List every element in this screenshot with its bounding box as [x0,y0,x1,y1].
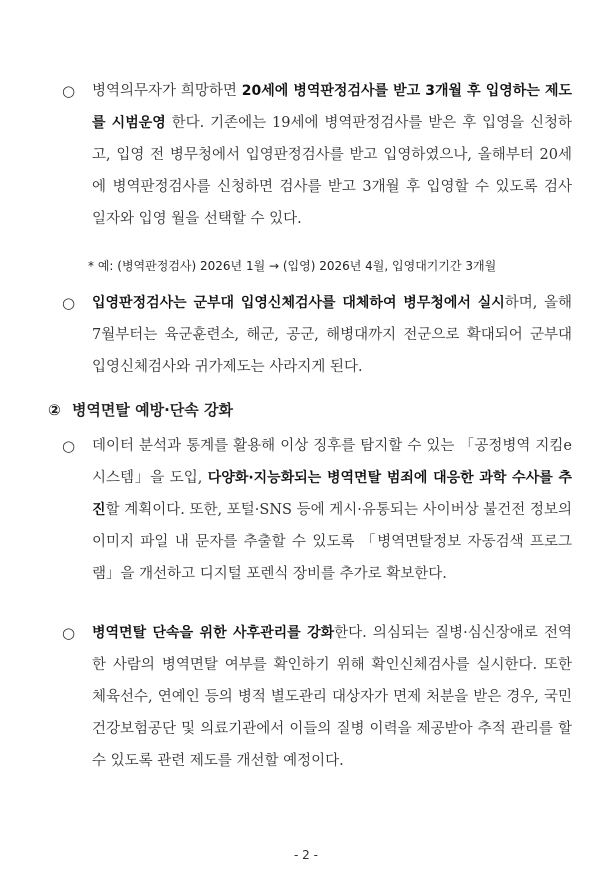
section-number: ② [48,401,61,419]
paragraph-text [92,75,572,235]
paragraph-trial-enlistment [62,75,572,235]
section-title: 병역면탈 예방·단속 강화 [71,401,233,419]
paragraph-enlistment-exam [62,287,572,383]
circle-bullet-icon: ○ [62,82,76,100]
paragraph-text [92,287,572,383]
bold-highlight: 입영판정검사는 군부대 입영신체검사를 대체하여 병무청에서 실시 [92,295,505,311]
paragraph-text [92,430,572,590]
circle-bullet-icon: ○ [62,294,76,312]
paragraph-post-management [62,617,572,777]
bold-highlight: 병역면탈 단속을 위한 사후관리를 강화 [92,625,335,641]
text-run: 한다. 기존에는 19세에 병역판정검사를 받은 후 입영을 신청하고, 입영 전 병무청에서 입영판정검사를 받고 입영하였으나, 올해부터 20세에 병역판정검사를 신청하면 검사를 받고 3개월 후 입영할 수 있도록 검사 일자와 입영 월을 선택할 수 있다. [92,115,572,227]
text-run: 할 계획이다. 또한, 포털·SNS 등에 게시·유통되는 사이버상 불건전 정보의 이미지 파일 내 문자를 추출할 수 있도록 「병역면탈정보 자동검색 프로그램」을 개선하고 디지털 포렌식 장비를 추가로 확보한다. [92,502,572,582]
circle-bullet-icon: ○ [62,437,76,455]
text-run: 하며, 올해 7월부터는 육군훈련소, 해군, 공군, 해병대까지 전군으로 확대되어 군부대 입영신체검사와 귀가제도는 사라지게 된다. [92,295,572,375]
text-run: 데이터 분석과 통계를 활용해 이상 징후를 탐지할 수 있는 「공정병역 지킴e 시스템」을 도입, [92,438,572,486]
paragraph-text [92,617,572,777]
paragraph-fair-military-system [62,430,572,590]
circle-bullet-icon: ○ [62,624,76,642]
text-run: 한다. 의심되는 질병·심신장애로 전역한 사람의 병역면탈 여부를 확인하기 위해 확인신체검사를 실시한다. 또한 체육선수, 연예인 등의 병적 별도관리 대상자가 면제 처분을 받은 경우, 국민건강보험공단 및 의료기관에서 이들의 질병 이력을 제공받아 추적 관리를 할 수 있도록 관련 제도를 개선할 예정이다. [92,625,572,769]
section-heading [48,399,233,420]
text-run: 병역의무자가 희망하면 [92,83,242,99]
bold-highlight: 20세에 병역판정검사를 받고 3개월 후 입영하는 제도를 시범운영 [92,83,572,131]
bold-highlight: 다양화·지능화되는 병역면탈 범죄에 대응한 과학 수사를 추진 [92,470,572,518]
example-note: * 예: (병역판정검사) 2026년 1월 → (입영) 2026년 4월, 입영대기기간 3개월 [88,259,497,273]
page-number: - 2 - [294,848,318,862]
